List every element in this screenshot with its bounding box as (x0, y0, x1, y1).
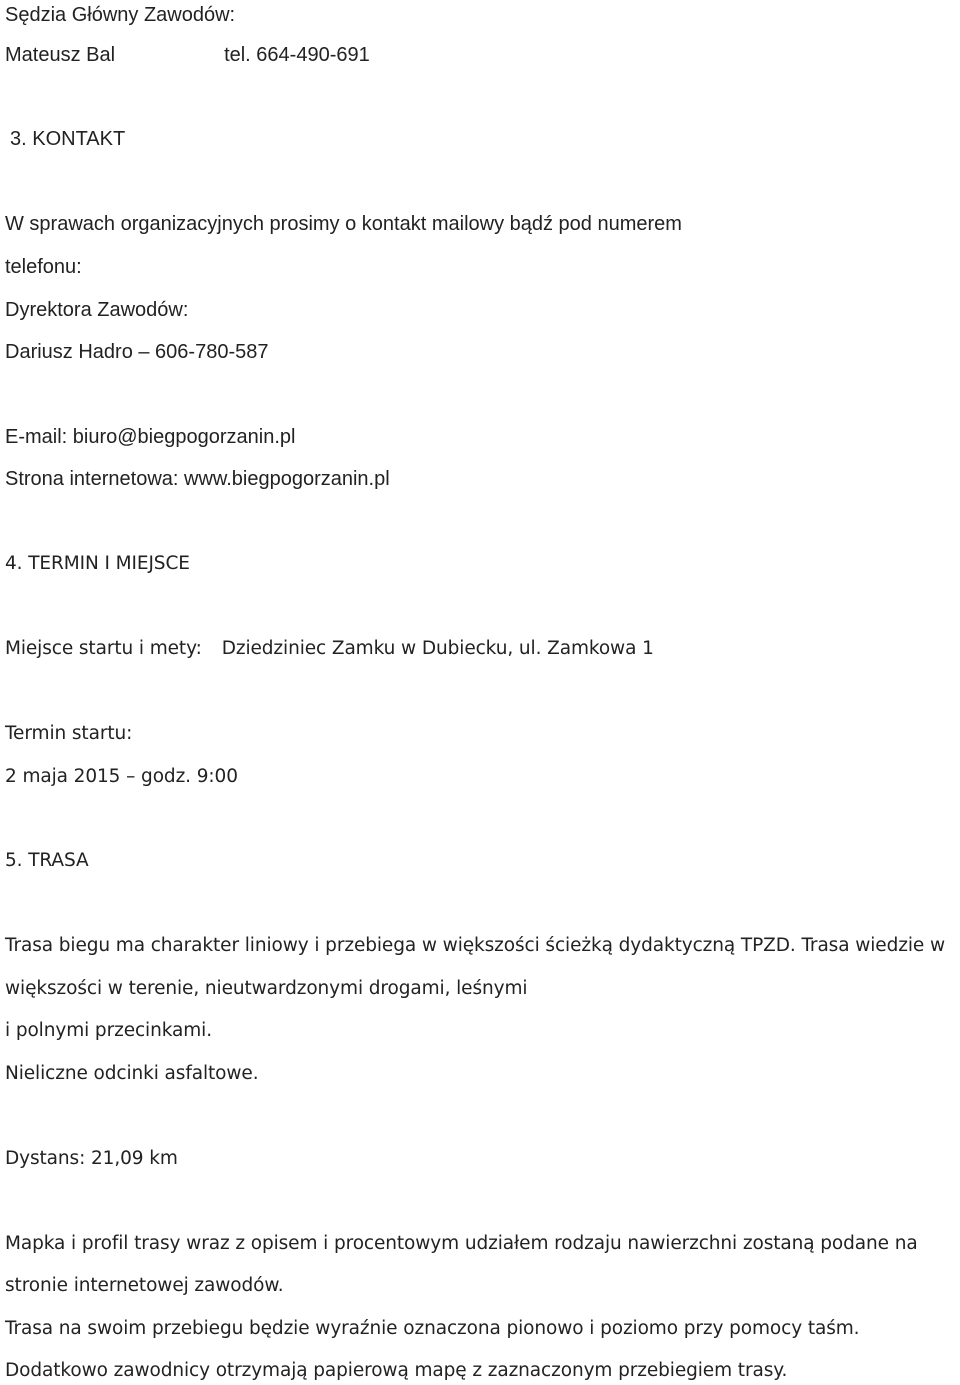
route-description-line-4: Nieliczne odcinki asfaltowe. (5, 1063, 259, 1084)
route-description-line-2: większości w terenie, nieutwardzonymi drogami, leśnymi (5, 978, 528, 999)
section-4-heading: 4. TERMIN I MIEJSCE (5, 553, 190, 574)
route-description-line-1: Trasa biegu ma charakter liniowy i przebiega w większości ścieżką dydaktyczną TPZD. Trasa wiedzie w (5, 935, 945, 956)
place-value: Dziedziniec Zamku w Dubiecku, ul. Zamkowa 1 (221, 638, 654, 659)
judge-name: Mateusz Bal (5, 44, 116, 66)
route-marking-line: Trasa na swoim przebiegu będzie wyraźnie oznaczona pionowo i poziomo przy pomocy taśm. (5, 1318, 860, 1339)
director-label: Dyrektora Zawodów: (5, 299, 189, 321)
judge-heading: Sędzia Główny Zawodów: (5, 4, 236, 26)
map-info-line-1: Mapka i profil trasy wraz z opisem i procentowym udziałem rodzaju nawierzchni zostaną podane na (5, 1233, 918, 1254)
website-line: Strona internetowa: www.biegpogorzanin.pl (5, 468, 390, 490)
judge-phone: tel. 664-490-691 (224, 44, 370, 66)
email-line: E-mail: biuro@biegpogorzanin.pl (5, 426, 296, 448)
paper-map-line: Dodatkowo zawodnicy otrzymają papierową mapę z zaznaczonym przebiegiem trasy. (5, 1360, 788, 1381)
date-label: Termin startu: (5, 723, 133, 744)
director-contact: Dariusz Hadro – 606-780-587 (5, 341, 269, 363)
place-line (5, 636, 654, 662)
contact-intro-line-2: telefonu: (5, 256, 82, 278)
distance-line: Dystans: 21,09 km (5, 1148, 178, 1169)
section-3-heading: 3. KONTAKT (10, 128, 126, 150)
section-5-heading: 5. TRASA (5, 850, 89, 871)
place-label: Miejsce startu i mety: (5, 638, 202, 659)
map-info-line-2: stronie internetowej zawodów. (5, 1275, 284, 1296)
route-description-line-3: i polnymi przecinkami. (5, 1020, 212, 1041)
contact-intro-line-1: W sprawach organizacyjnych prosimy o kontakt mailowy bądź pod numerem (5, 213, 682, 235)
judge-contact-line (5, 42, 370, 68)
date-value: 2 maja 2015 – godz. 9:00 (5, 766, 238, 787)
